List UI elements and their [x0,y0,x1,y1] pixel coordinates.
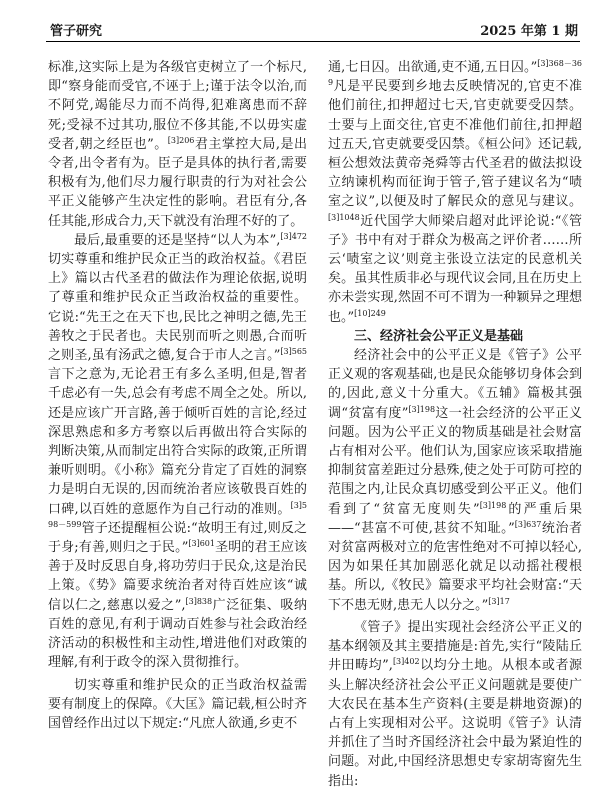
citation-ref: [3]838 [185,596,213,606]
paragraph [328,58,582,327]
citation-ref: [3]17 [488,596,510,606]
text-run: 广泛征集、吸纳百姓的意见,有利于调动百姓参与社会政治经济活动的积极性和主动性,增进他们对政策的理解,有利于政令的深入贯彻推行。 [48,597,307,671]
citation-ref: [10]249 [354,308,386,318]
citation-ref: [3]565 [280,347,307,357]
text-run: 圣明的君王应该善于及时反思自身,将功劳归于民众,这是治民上策。《势》篇要求统治者对待百姓应该“诚信以仁之,慈惠以爱之”, [48,540,307,613]
text-run: 三、经济社会公平正义是基础 [354,328,524,344]
text-run: 管子还提醒桓公说:“故明王有过,则反之于身;有善,则归之于民。” [48,520,307,556]
citation-ref: [3]601 [188,539,215,549]
paragraph [48,231,307,673]
text-run: 这一社会经济的公平正义问题。因为公平正义的物质基础是社会财富占有相对公平。他们认为,国家应该采取措施抑制贫富差距过分悬殊,使之处于可防可控的范围之内,让民众真切感受到公平正义。他们看到了“贫富无度则失” [328,405,582,517]
paragraph [328,346,582,615]
citation-ref: [3]402 [392,657,420,667]
text-run: 凡是平民要到乡地去反映情况的,官吏不准他们前往,扣押超过七天,官吏就要受囚禁。士要与上面交往,官吏不准他们前往,扣押超过五天,官吏就要受囚禁。《桓公问》还记载,桓公想效法黄帝尧舜等古代圣君的做法拟设立纳谏机构而征询于管子,管子建议名为“啧室之议”,以便及时了解民众的意见与建议。 [328,79,582,210]
journal-title: 管子研究 [50,24,103,39]
paragraph [328,618,582,791]
citation-ref: [3]637 [514,519,542,529]
text-run: 通,七日囚。出欲通,吏不通,五日囚。” [328,60,538,75]
citation-ref: [3]472 [280,231,307,241]
paragraph [48,58,307,231]
text-run: 近代国学大师梁启超对此评论说:“《管子》书中有对于群众为极高之评价者……所云‘啧室之议’则竟主张设立法定的民意机关矣。虽其性质非必与现代议会同,且在历史上亦未尝实现,然固不可不谓为一种颖异之理想也。” [328,213,582,325]
left-column [48,58,307,733]
citation-ref: [3]206 [167,135,195,145]
text-run: 标准,这实际上是为各级官吏树立了一个标尺,即“察身能而受官,不诬于上;谨于法令以治,而不阿党,竭能尽力而不尚得,犯难离患而不辞死;受禄不过其功,服位不侈其能,不以毋实虚受者,朝之经臣也”。 [48,60,307,152]
citation-ref: [3]368－369 [328,59,582,88]
citation-ref: [3]198 [479,500,507,510]
right-column [328,58,582,791]
section-heading [328,327,582,346]
text-run: 经济社会中的公平正义是《管子》公平正义观的客观基础,也是民众能够切身体会到的,因此,意义十分重大。《五辅》篇极其强调“贫富有度” [328,348,582,421]
citation-ref: [3]598－599 [48,500,307,529]
text-run: 切实尊重和维护民众的正当政治权益需要有制度上的保障。《大匡》篇记载,桓公时齐国曾经作出过以下规定:“凡庶人欲通,乡吏不 [48,677,307,731]
text-run: 切实尊重和维护民众正当的政治权益。《君臣上》篇以古代圣君的做法作为理论依据,说明了尊重和维护民众正当政治权益的重要性。它说:“先王之在天下也,民比之神明之德,先王善牧之于民者也。夫民别而听之则愚,合而听之则圣,虽有汤武之德,复合于市人之言。” [48,252,307,364]
text-run: 《管子》提出实现社会经济公平正义的基本纲领及其主要措施是:首先,实行“陵陆丘井田畴均”, [328,619,582,674]
text-run: 言下之意为,无论君王有多么圣明,但是,智者千虑必有一失,总会有考虑不周全之处。所以,还是应该广开言路,善于倾听百姓的言论,经过深思熟虑和多方考察以后再做出符合实际的判断决策,从而制定出符合实际的政策,正所谓兼听则明。《小称》篇充分肯定了百姓的洞察力是明白无误的,因而统治者应该敬畏百姓的口碑,以百姓的意愿作为自己行动的准则。 [48,367,307,517]
issue-label: 2025 年第 1 期 [480,24,578,39]
header-rule [46,41,580,42]
text-run: 的严重后果——“甚富不可使,甚贫不知耻。” [328,501,582,536]
citation-ref: [3]1048 [328,212,360,222]
paragraph [48,676,307,734]
text-run: 最后,最重要的还是坚持“以人为本”, [74,232,281,248]
text-run: 君主掌控大局,是出令者,出令者有为。臣子是具体的执行者,需要积极有为,他们尽力履行职责的行为对社会公平正义能够产生决定性的影响。君臣有分,各任其能,形成合力,天下就没有治理不好的了。 [48,136,307,229]
text-run: 以均分土地。从根本或者源头上解决经济社会公平正义问题就是要使广大农民在基本生产资料(主要是耕地资源)的占有上实现相对公平。这说明《管子》认清并抓住了当时齐国经济社会中最为紧迫性的问题。对此,中国经济思想史专家胡寄窗先生指出: [328,658,582,789]
page-header [50,20,578,39]
text-run: 统治者对贫富两极对立的危害性绝对不可掉以轻心,因为如果任其加剧恶化就足以动摇社稷根基。所以,《牧民》篇要求平均社会财富:“天下不患无财,患无人以分之。” [328,520,582,613]
citation-ref: [3]198 [408,404,436,414]
